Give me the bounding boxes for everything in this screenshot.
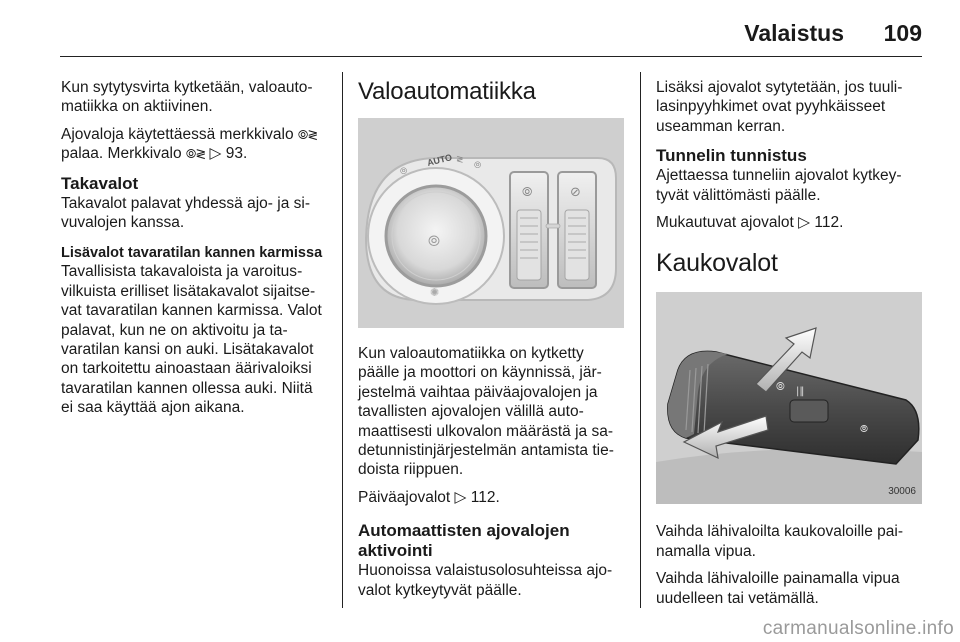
page-ref-arrow-icon: ▷ [209,145,222,163]
column-2 [358,78,624,608]
svg-text:⦾: ⦾ [428,232,441,250]
svg-text:✺: ✺ [430,286,440,299]
paragraph: Mukautuvat ajovalot ▷ 112. [656,214,844,232]
page-ref-arrow-icon: ▷ [798,214,811,232]
heading-tunneli: Tunnelin tunnistus [656,146,807,166]
paragraph: Lisäksi ajovalot sytytetään, jos tuulilasinpyyhkimet ovat pyyhkäisseet useamman kerran. [656,79,903,135]
heading-kaukovalot: Kaukovalot [656,249,778,278]
svg-text:⦾: ⦾ [474,161,482,171]
figure-number: 30006 [888,486,916,498]
svg-text:≷: ≷ [456,155,464,165]
svg-text:⊘: ⊘ [570,185,581,200]
watermark: carmanualsonline.info [762,618,954,639]
paragraph: Tavallisista takavaloista ja varoitusvilkuista erilliset lisätakavalot sijaitsevat tavaratilan kannen karmissa. Valot palavat, kun ne on aktivoitu ja tavaratilan kansi on auki. Lisätakavalot on tarkoitettu ainoastaan äärivaloiksi tavaratilan kannen ollessa auki. Niitä ei saa käyttää ajon aikana. [61,263,322,417]
svg-text:|‖: |‖ [796,386,805,398]
paragraph: Kun sytytysvirta kytketään, valoautomatiikka on aktiivinen. [61,79,313,116]
svg-text:⦾: ⦾ [776,380,785,394]
page-number: 109 [883,20,922,46]
page-ref[interactable]: 112. [814,214,844,232]
section-title: Valaistus [744,20,844,46]
paragraph: Vaihda lähivaloille painamalla vipua uudelleen tai vetämällä. [656,570,900,607]
headlight-indicator-icon: ⦾≷ [185,146,206,162]
heading-valoautomatiikka: Valoautomatiikka [358,78,536,105]
svg-text:⦾: ⦾ [522,185,533,200]
page-ref[interactable]: 112. [470,488,500,506]
heading-lisavalot: Lisävalot tavaratilan kannen karmissa [61,245,323,262]
paragraph: Takavalot palavat yhdessä ajo- ja sivuvalojen kanssa. [61,194,311,232]
column-1 [61,78,327,426]
column-divider [342,72,343,608]
page-header [60,18,922,57]
paragraph: Päiväajovalot ▷ 112. [358,488,500,506]
heading-automaattisten: Automaattisten ajovalojen aktivointi [358,521,570,561]
high-beam-lever-figure [656,292,922,504]
paragraph: Huonoissa valaistusolosuhteissa ajovalot kytkeytyvät päälle. [358,562,613,599]
column-divider [640,72,641,608]
page-ref-arrow-icon: ▷ [454,488,467,506]
paragraph: Ajettaessa tunneliin ajovalot kytkeytyvät välittömästi päälle. [656,167,902,204]
column-3 [656,78,922,616]
headlight-indicator-icon: ⦾≷ [297,126,318,142]
paragraph: Kun valoautomatiikka on kytketty päälle ja moottori on käynnissä, järjestelmä vaihtaa päiväajovalojen ja tavallisten ajovalojen välillä automaattisesti ulkovalon määrästä ja sadetunnistinjärjestelmän antamista tiedoista riippuen. [358,345,614,479]
paragraph: Ajovaloja käytettäessä merkkivalo ⦾≷ palaa. Merkkivalo ⦾≷ ▷ 93. [61,125,318,163]
heading-takavalot: Takavalot [61,173,139,193]
svg-text:⦾: ⦾ [400,167,408,177]
svg-text:⦾: ⦾ [860,424,868,436]
page-ref[interactable]: 93. [225,145,248,163]
light-switch-figure [358,118,624,328]
auto-label: AUTO [426,152,454,168]
paragraph: Vaihda lähivaloilta kaukovaloille painamalla vipua. [656,523,904,560]
